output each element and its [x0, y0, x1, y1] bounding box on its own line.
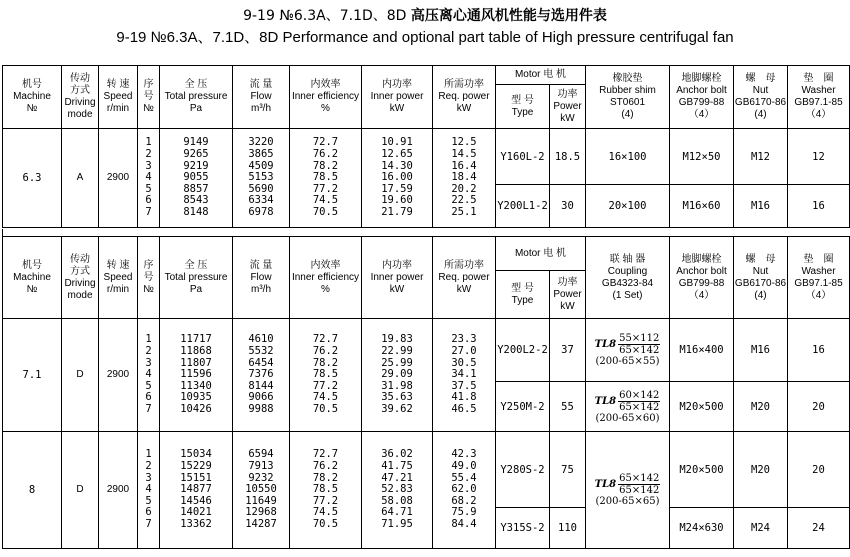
- title-chinese-text: 高压离心通风机性能与选用件表: [410, 8, 607, 24]
- motor-power-cell: 55: [550, 382, 586, 432]
- inner-power-cell: 10.91 12.65 14.30 16.00 17.59 19.60 21.79: [362, 129, 433, 228]
- anchor-bolt-cell: M20×500: [670, 432, 734, 508]
- coupling-bottom: 65×142: [619, 485, 660, 496]
- header-motor-power: 功率 Power kW: [550, 85, 586, 129]
- coupling-prefix: TL8: [594, 339, 617, 350]
- header-motor-type: 型 号 Type: [496, 271, 550, 319]
- rubber-shim-cell: 16×100: [586, 129, 670, 185]
- header-pressure: 全 压 Total pressure Pa: [160, 66, 233, 129]
- flow-cell: 4610 5532 6454 7376 8144 9066 9988: [233, 319, 290, 432]
- washer-cell: 20: [788, 432, 850, 508]
- header-inner-power: 内功率 Inner power kW: [362, 66, 433, 129]
- anchor-bolt-cell: M12×50: [670, 129, 734, 185]
- header-pressure: 全 压 Total pressure Pa: [160, 237, 233, 319]
- efficiency-cell: 72.7 76.2 78.2 78.5 77.2 74.5 70.5: [290, 432, 362, 549]
- motor-type-cell: Y280S-2: [496, 432, 550, 508]
- header-drive: 传动 方式 Driving mode: [62, 237, 99, 319]
- speed-cell: 2900: [99, 319, 138, 432]
- header-coupling: 联 轴 器 Coupling GB4323-84 (1 Set): [586, 237, 670, 319]
- req-power-cell: 42.3 49.0 55.4 62.0 68.2 75.9 84.4: [433, 432, 496, 549]
- header-anchor-bolt: 地脚螺栓 Anchor bolt GB799-88 （4）: [670, 66, 734, 129]
- pressure-cell: 15034 15229 15151 14877 14546 14021 13362: [160, 432, 233, 549]
- coupling-cell: [586, 382, 670, 432]
- washer-cell: 12: [788, 129, 850, 185]
- drive-cell: D: [62, 319, 99, 432]
- header-drive: 传动 方式 Driving mode: [62, 66, 99, 129]
- motor-type-cell: Y200L1-2: [496, 185, 550, 228]
- flow-cell: 3220 3865 4509 5153 5690 6334 6978: [233, 129, 290, 228]
- rubber-shim-cell: 20×100: [586, 185, 670, 228]
- header-nut: 螺 母 Nut GB6170-86 (4): [734, 66, 788, 129]
- coupling-cell: [586, 432, 670, 549]
- header-seq: 序 号 №: [138, 237, 160, 319]
- header-efficiency: 内效率 Inner efficiency %: [290, 66, 362, 129]
- header-inner-power: 内功率 Inner power kW: [362, 237, 433, 319]
- machine-cell: 6.3: [3, 129, 62, 228]
- title-chinese: [0, 5, 850, 25]
- header-flow: 流 量 Flow m³/h: [233, 237, 290, 319]
- coupling-top: 60×142: [619, 389, 660, 401]
- anchor-bolt-cell: M20×500: [670, 382, 734, 432]
- header-machine: 机号 Machine №: [3, 237, 62, 319]
- motor-type-cell: Y250M-2: [496, 382, 550, 432]
- title-english: 9-19 №6.3A、7.1D、8D Performance and optional part table of High pressure centrifugal fan: [116, 29, 734, 46]
- flow-cell: 6594 7913 9232 10550 11649 12968 14287: [233, 432, 290, 549]
- pressure-cell: 11717 11868 11807 11596 11340 10935 10426: [160, 319, 233, 432]
- nut-cell: M20: [734, 382, 788, 432]
- anchor-bolt-cell: M16×60: [670, 185, 734, 228]
- efficiency-cell: 72.7 76.2 78.2 78.5 77.2 74.5 70.5: [290, 129, 362, 228]
- motor-power-cell: 18.5: [550, 129, 586, 185]
- motor-power-cell: 37: [550, 319, 586, 382]
- header-motor: Motor 电 机: [496, 237, 586, 271]
- coupling-prefix: TL8: [594, 479, 617, 490]
- inner-power-cell: 19.83 22.99 25.99 29.09 31.98 35.63 39.62: [362, 319, 433, 432]
- drive-cell: A: [62, 129, 99, 228]
- performance-table-2: [2, 236, 850, 549]
- motor-power-cell: 30: [550, 185, 586, 228]
- header-motor-power: 功率 Power kW: [550, 271, 586, 319]
- motor-type-cell: Y160L-2: [496, 129, 550, 185]
- nut-cell: M24: [734, 508, 788, 549]
- machine-cell: 7.1: [3, 319, 62, 432]
- efficiency-cell: 72.7 76.2 78.2 78.5 77.2 74.5 70.5: [290, 319, 362, 432]
- anchor-bolt-cell: M16×400: [670, 319, 734, 382]
- coupling-sub: (200-65×60): [595, 412, 660, 424]
- table-separator: [2, 229, 850, 236]
- motor-power-cell: 110: [550, 508, 586, 549]
- inner-power-cell: 36.02 41.75 47.21 52.83 58.08 64.71 71.95: [362, 432, 433, 549]
- coupling-top: 65×142: [619, 473, 660, 484]
- coupling-cell: [586, 319, 670, 382]
- req-power-cell: 12.5 14.5 16.4 18.4 20.2 22.5 25.1: [433, 129, 496, 228]
- header-anchor-bolt: 地脚螺栓 Anchor bolt GB799-88 （4）: [670, 237, 734, 319]
- seq-cell: 1 2 3 4 5 6 7: [138, 129, 160, 228]
- speed-cell: 2900: [99, 129, 138, 228]
- nut-cell: M16: [734, 319, 788, 382]
- motor-power-cell: 75: [550, 432, 586, 508]
- anchor-bolt-cell: M24×630: [670, 508, 734, 549]
- motor-type-cell: Y315S-2: [496, 508, 550, 549]
- header-nut: 螺 母 Nut GB6170-86 (4): [734, 237, 788, 319]
- drive-cell: D: [62, 432, 99, 549]
- washer-cell: 16: [788, 185, 850, 228]
- header-rubber-shim: 橡胶垫 Rubber shim ST0601 (4): [586, 66, 670, 129]
- nut-cell: M16: [734, 185, 788, 228]
- seq-cell: 1 2 3 4 5 6 7: [138, 319, 160, 432]
- coupling-prefix: TL8: [594, 395, 617, 407]
- header-motor-type: 型 号 Type: [496, 85, 550, 129]
- performance-table-1: [2, 65, 850, 228]
- header-washer: 垫 圈 Washer GB97.1-85 （4）: [788, 66, 850, 129]
- header-speed: 转 速 Speed r/min: [99, 66, 138, 129]
- coupling-sub: (200-65×65): [595, 496, 660, 507]
- coupling-sub: (200-65×55): [595, 356, 660, 367]
- coupling-top: 55×112: [619, 333, 660, 344]
- title-chinese-model: 9-19 №6.3A、7.1D、8D: [243, 8, 407, 24]
- washer-cell: 24: [788, 508, 850, 549]
- nut-cell: M20: [734, 432, 788, 508]
- motor-type-cell: Y200L2-2: [496, 319, 550, 382]
- machine-cell: 8: [3, 432, 62, 549]
- speed-cell: 2900: [99, 432, 138, 549]
- washer-cell: 20: [788, 382, 850, 432]
- nut-cell: M12: [734, 129, 788, 185]
- washer-cell: 16: [788, 319, 850, 382]
- header-speed: 转 速 Speed r/min: [99, 237, 138, 319]
- header-efficiency: 内效率 Inner efficiency %: [290, 237, 362, 319]
- header-washer: 垫 圈 Washer GB97.1-85 （4）: [788, 237, 850, 319]
- coupling-bottom: 65×142: [619, 401, 660, 413]
- header-flow: 流 量 Flow m³/h: [233, 66, 290, 129]
- header-machine: 机号 Machine №: [3, 66, 62, 129]
- coupling-bottom: 65×142: [619, 345, 660, 356]
- req-power-cell: 23.3 27.0 30.5 34.1 37.5 41.8 46.5: [433, 319, 496, 432]
- header-req-power: 所需功率 Req. power kW: [433, 66, 496, 129]
- header-req-power: 所需功率 Req. power kW: [433, 237, 496, 319]
- header-motor: Motor 电 机: [496, 66, 586, 85]
- pressure-cell: 9149 9265 9219 9055 8857 8543 8148: [160, 129, 233, 228]
- seq-cell: 1 2 3 4 5 6 7: [138, 432, 160, 549]
- header-seq: 序 号 №: [138, 66, 160, 129]
